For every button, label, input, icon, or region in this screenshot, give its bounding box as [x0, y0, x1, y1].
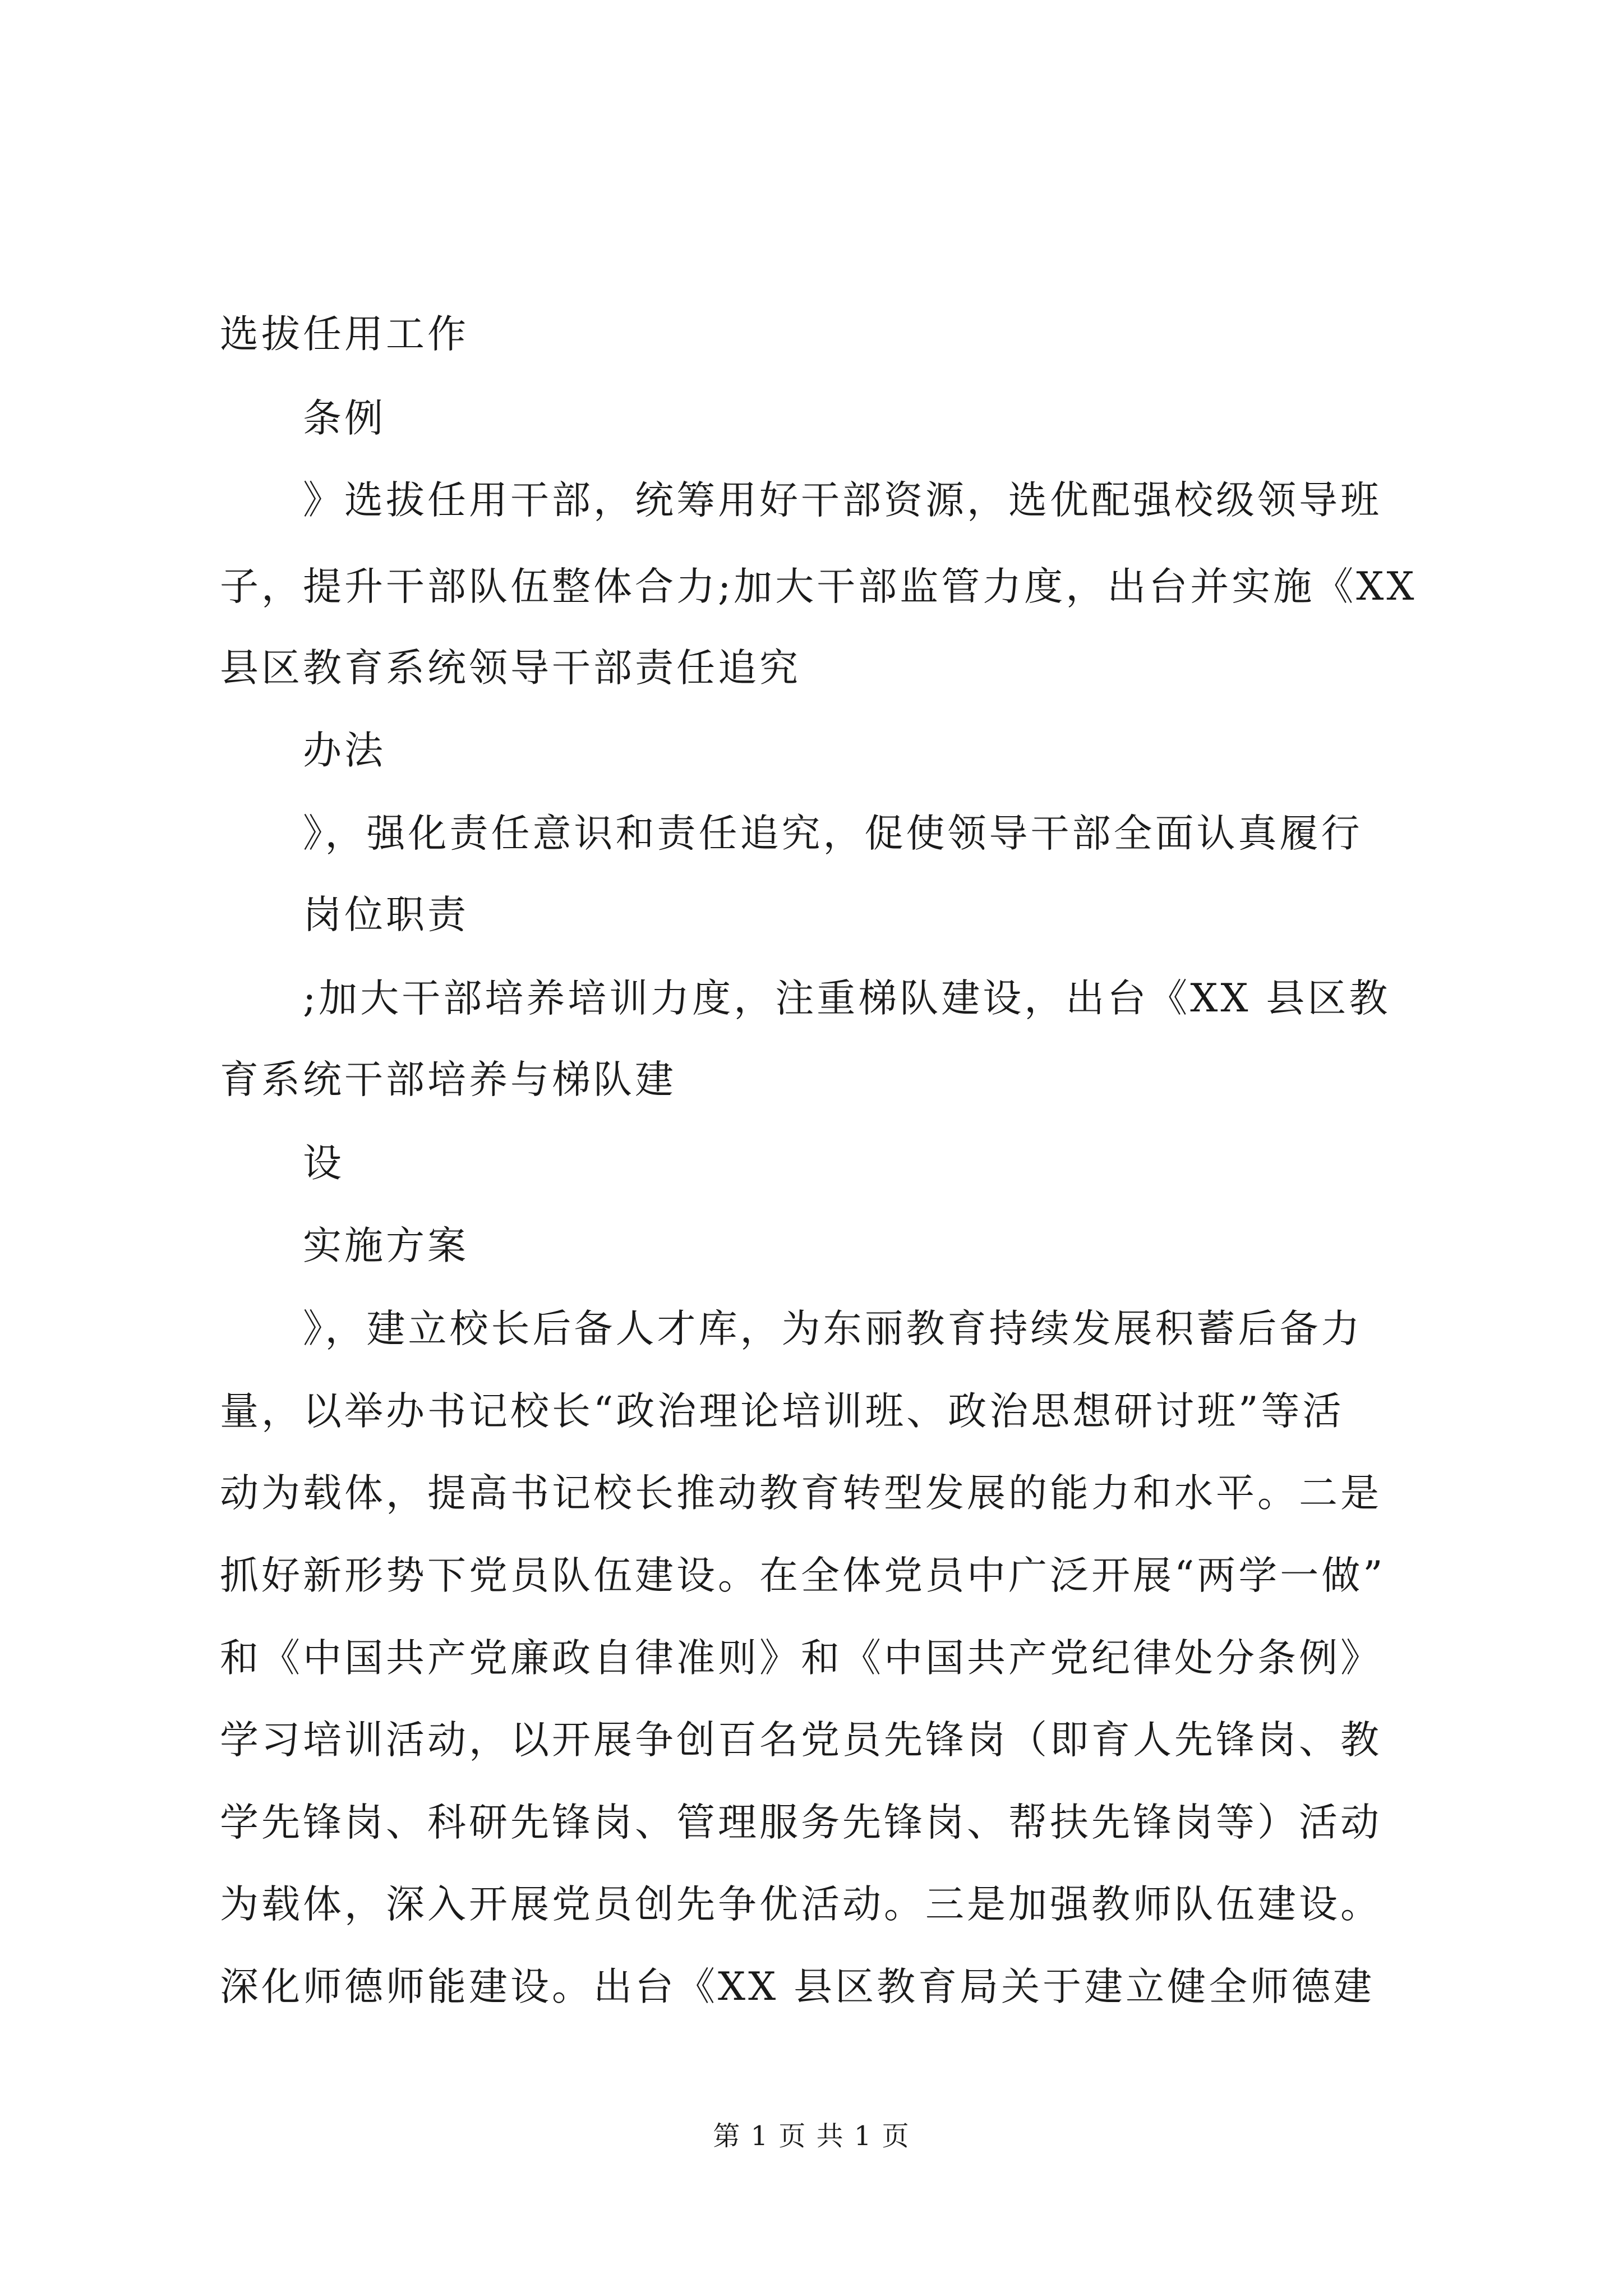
text-line: 县区教育系统领导干部责任追究: [220, 646, 801, 691]
text-line: ;加大干部培养培训力度，注重梯队建设，出台《XX 县区教: [303, 976, 1391, 1021]
text-line: 设: [303, 1141, 344, 1186]
text-line: 育系统干部培养与梯队建: [220, 1057, 676, 1102]
text-line: 学习培训活动，以开展争创百名党员先锋岗（即育人先锋岗、教: [220, 1718, 1382, 1763]
text-line: 选拔任用工作: [220, 312, 469, 357]
text-line: 岗位职责: [303, 892, 469, 937]
text-line: 实施方案: [303, 1223, 469, 1268]
text-line: 抓好新形势下党员队伍建设。在全体党员中广泛开展“两学一做”: [220, 1553, 1386, 1598]
text-line: 为载体，深入开展党员创先争优活动。三是加强教师队伍建设。: [220, 1882, 1382, 1927]
text-line: 量，以举办书记校长“政治理论培训班、政治思想研讨班”等活: [220, 1389, 1344, 1434]
text-line: 动为载体，提高书记校长推动教育转型发展的能力和水平。二是: [220, 1471, 1382, 1516]
text-line: 和《中国共产党廉政自律准则》和《中国共产党纪律处分条例》: [220, 1636, 1382, 1681]
text-line: 条例: [303, 396, 386, 441]
text-line: 》，建立校长后备人才库，为东丽教育持续发展积蓄后备力: [303, 1306, 1363, 1351]
text-line: 子，提升干部队伍整体合力;加大干部监管力度，出台并实施《XX: [220, 564, 1417, 609]
text-line: 》选拔任用干部，统筹用好干部资源，选优配强校级领导班: [303, 478, 1382, 523]
page-number-footer: 第 1 页 共 1 页: [713, 2120, 910, 2152]
text-line: 办法: [303, 728, 386, 773]
text-line: 学先锋岗、科研先锋岗、管理服务先锋岗、帮扶先锋岗等）活动: [220, 1800, 1382, 1845]
text-line: 深化师德师能建设。出台《XX 县区教育局关于建立健全师德建: [220, 1964, 1375, 2009]
text-line: 》，强化责任意识和责任追究，促使领导干部全面认真履行: [303, 811, 1363, 856]
